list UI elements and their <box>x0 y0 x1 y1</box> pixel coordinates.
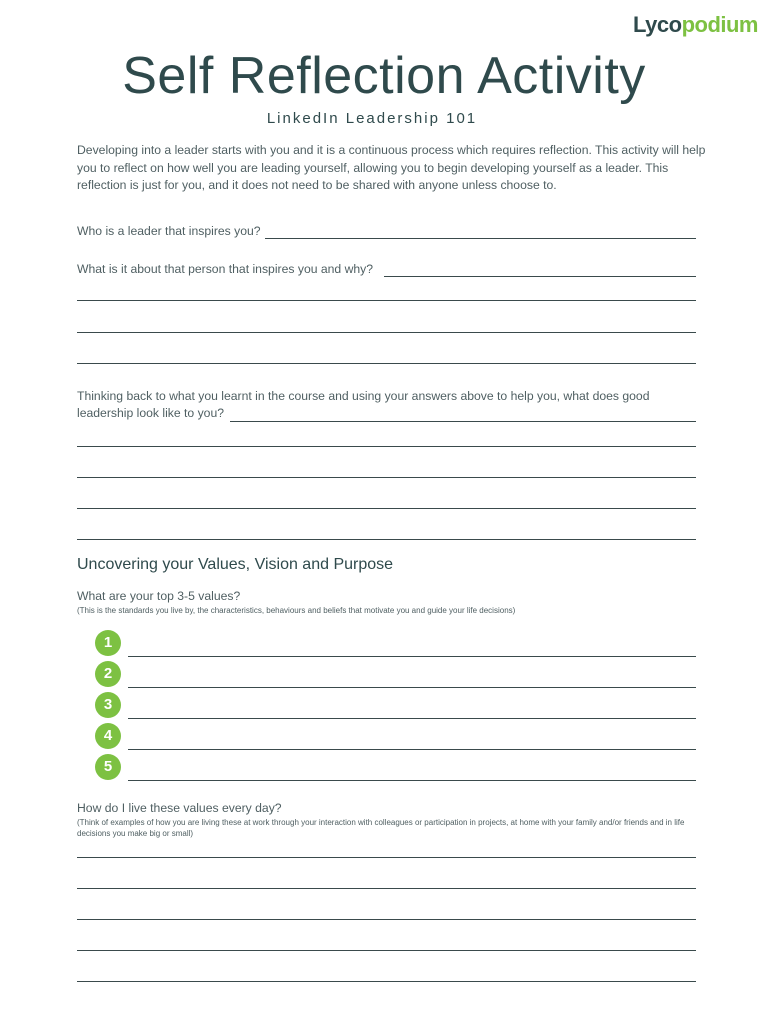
question-top-values: What are your top 3-5 values? <box>77 589 241 603</box>
logo-text-green: podium <box>681 12 758 37</box>
answer-line[interactable] <box>77 539 696 540</box>
number-badge-1: 1 <box>95 630 121 656</box>
answer-line[interactable] <box>77 332 696 333</box>
answer-line-good-leadership[interactable] <box>230 421 696 422</box>
value-line-3[interactable] <box>128 718 696 719</box>
answer-line-why[interactable] <box>384 276 696 277</box>
question-good-leadership-line2: leadership look like to you? <box>77 406 225 420</box>
logo-text-dark: Lyco <box>633 12 682 37</box>
values-note: (This is the standards you live by, the characteristics, behaviours and beliefs that motivate you and guide your life decisions) <box>77 606 516 615</box>
answer-line[interactable] <box>77 446 696 447</box>
answer-line[interactable] <box>77 363 696 364</box>
question-leader-inspires: Who is a leader that inspires you? <box>77 224 261 238</box>
answer-line[interactable] <box>77 300 696 301</box>
answer-line[interactable] <box>77 857 696 858</box>
section-heading-values: Uncovering your Values, Vision and Purpose <box>77 556 394 573</box>
question-live-values: How do I live these values every day? <box>77 801 282 815</box>
question-why-inspires: What is it about that person that inspires you and why? <box>77 262 374 276</box>
number-badge-2: 2 <box>95 661 121 687</box>
answer-line[interactable] <box>77 508 696 509</box>
intro-paragraph: Developing into a leader starts with you and it is a continuous process which requires reflection. This activity will help you to reflect on how well you are leading yourself, allowing you to begin developing yourself as a leader. This reflection is just for you, and it does not need to be shared with anyone unless choose to. <box>77 143 706 192</box>
answer-line[interactable] <box>77 919 696 920</box>
answer-line-leader[interactable] <box>265 238 696 239</box>
value-line-5[interactable] <box>128 780 696 781</box>
number-badge-4: 4 <box>95 723 121 749</box>
number-badge-3: 3 <box>95 692 121 718</box>
value-line-4[interactable] <box>128 749 696 750</box>
answer-line[interactable] <box>77 888 696 889</box>
question-good-leadership-line1: Thinking back to what you learnt in the course and using your answers above to help you, what does good <box>77 389 650 403</box>
value-line-1[interactable] <box>128 656 696 657</box>
answer-line[interactable] <box>77 477 696 478</box>
answer-line[interactable] <box>77 950 696 951</box>
lycopodium-logo <box>633 12 758 38</box>
value-line-2[interactable] <box>128 687 696 688</box>
page-subtitle: LinkedIn Leadership 101 <box>266 110 478 127</box>
number-badge-5: 5 <box>95 754 121 780</box>
live-values-note: (Think of examples of how you are living these at work through your interaction with colleagues or participation in projects, at home with your family and/or friends and in life decisions you make big or small) <box>77 818 685 838</box>
answer-line[interactable] <box>77 981 696 982</box>
page-title: Self Reflection Activity <box>122 47 646 105</box>
